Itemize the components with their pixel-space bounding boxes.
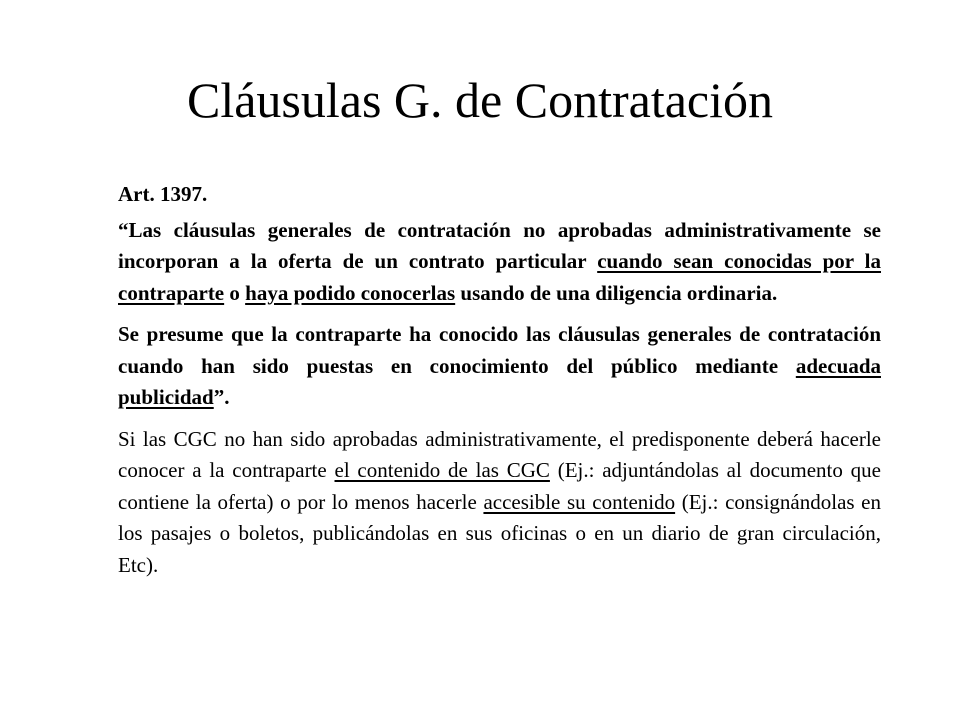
article-quote-paragraph-1 bbox=[118, 215, 881, 310]
commentary-paragraph bbox=[118, 424, 881, 582]
underlined-phrase: haya podido conocerlas bbox=[245, 280, 456, 305]
text-segment: Si las CGC no han sido aprobadas administrativamente, el predisponente deberá hacerle conocer a la contraparte bbox=[118, 426, 881, 482]
underlined-phrase: accesible su contenido bbox=[483, 489, 676, 514]
text-segment: (Ej.: adjuntándolas al documento que contiene la oferta) o por lo menos hacerle bbox=[118, 458, 881, 514]
text-segment: ”. bbox=[213, 385, 230, 409]
text-segment: (Ej.: consignándolas en los pasajes o boletos, publicándolas en sus oficinas o en un diario de gran circulación, Etc). bbox=[118, 489, 881, 577]
underlined-phrase: cuando sean conocidas por la contraparte bbox=[118, 249, 881, 305]
article-heading: Art. 1397. bbox=[118, 182, 208, 206]
underlined-phrase: adecuada publicidad bbox=[118, 353, 881, 409]
text-segment: Se presume que la contraparte ha conocido las cláusulas generales de contratación cuando han sido puestas en conocimiento del público mediante bbox=[118, 322, 881, 378]
article-quote-paragraph-2 bbox=[118, 319, 881, 414]
text-segment: “Las cláusulas generales de contratación no aprobadas administrativamente se incorporan a la oferta de un contrato particular bbox=[118, 217, 881, 273]
text-segment: usando de una diligencia ordinaria. bbox=[455, 280, 778, 305]
slide-title: Cláusulas G. de Contratación bbox=[187, 72, 773, 128]
text-segment: o bbox=[224, 280, 246, 305]
underlined-phrase: el contenido de las CGC bbox=[334, 458, 550, 482]
slide-body bbox=[118, 179, 881, 591]
